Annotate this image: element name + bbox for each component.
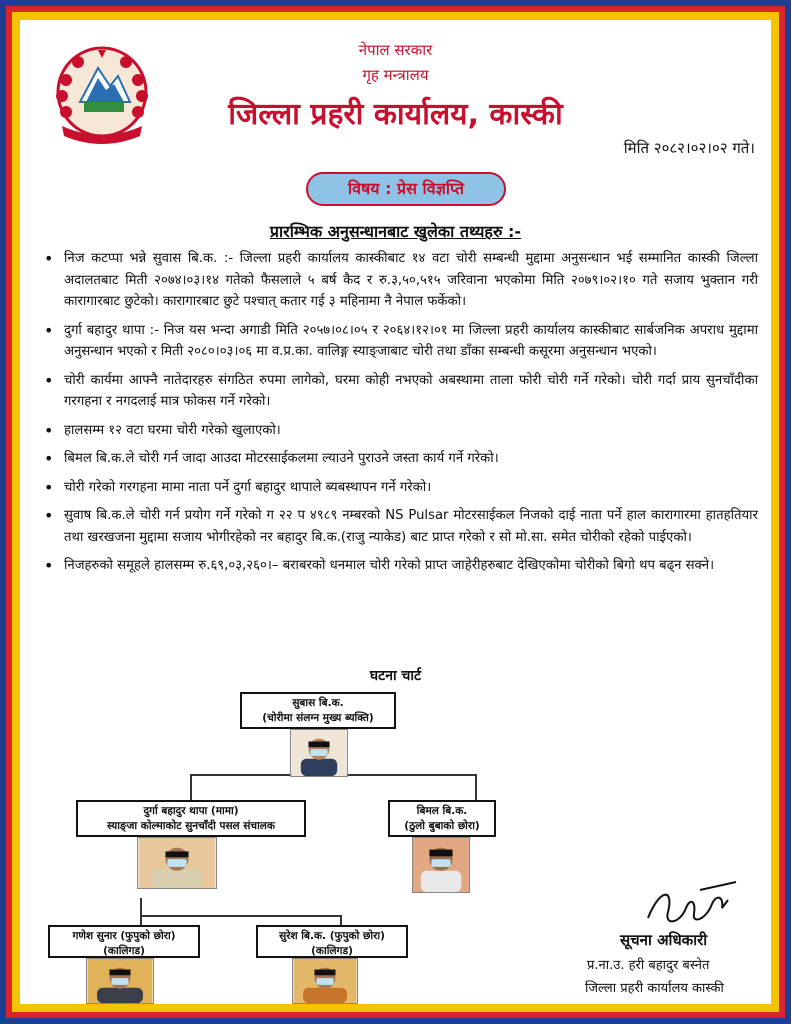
signatory-office: जिल्ला प्रहरी कार्यालय कास्की bbox=[585, 981, 724, 996]
incident-chart-title: घटना चार्ट bbox=[369, 668, 422, 684]
chart-connector bbox=[140, 915, 340, 917]
person-role: (कालिगड) bbox=[311, 945, 353, 957]
chart-node-bimal bbox=[388, 800, 496, 837]
signature-icon bbox=[640, 878, 750, 938]
list-item: • बिमल बि.क.ले चोरी गर्न जादा आउदा मोटरसाईकलमा ल्याउने पुराउने जस्ता कार्य गर्ने गरेको। bbox=[42, 448, 758, 470]
signatory-rank-name: प्र.ना.उ. हरी बहादुर बस्नेत bbox=[587, 958, 710, 973]
photo-bimal bbox=[412, 837, 470, 893]
chart-node-durga bbox=[76, 800, 306, 837]
facts-heading: प्रारम्भिक अनुसन्धानबाट खुलेका तथ्यहरु :- bbox=[269, 222, 522, 241]
list-item: • निजहरुको समूहले हालसम्म रु.६९,०३,२६०।– बराबरको धनमाल चोरी गरेको प्राप्त जाहेरीहरुबाट देखिएकोमा चोरीको बिगो थप बढ्न सक्ने। bbox=[42, 555, 758, 577]
person-role: (ठुलो बुबाको छोरा) bbox=[404, 820, 480, 832]
list-item: • सुवाष बि.क.ले चोरी गर्न प्रयोग गर्ने गरेको ग २२ प ४९८९ नम्बरको NS Pulsar मोटरसाईकल निजको दाई नाता पर्ने हाल कारागारमा हातहतियार तथा खरखजना मुद्दामा सजाय भोगीरहेको नर बहादुर बि.क.(राजु न्याकेड) बाट प्राप्त गरेको र सो मो.सा. समेत चोरीको रहेको पाईएको। bbox=[42, 505, 758, 548]
facts-list bbox=[42, 248, 758, 584]
person-name: बिमल बि.क. bbox=[416, 805, 468, 817]
list-item: • निज कटप्पा भन्ने सुवास बि.क. :- जिल्ला प्रहरी कार्यालय कास्कीबाट १४ वटा चोरी सम्बन्धी मुद्दामा अनुसन्धान भई सम्मानित कास्की जिल्ला अदालतबाट मिती २०७४।०३।१४ गतेको फैसलाले ५ बर्ष कैद र रु.३,५०,५१५ जरिवाना भएकोमा मिति २०७९।०२।१० गते सजाय भुक्तान गरी कारागारबाट छुटेको। कारागारबाट छुटे पश्चात् कतार गई ३ महिनामा नै नेपाल फर्केको। bbox=[42, 248, 758, 313]
chart-node-subas bbox=[240, 692, 396, 729]
photo-subas bbox=[290, 729, 348, 777]
person-name: दुर्गा बहादुर थापा (मामा) bbox=[143, 805, 239, 817]
press-release-page bbox=[20, 20, 771, 1004]
chart-connector bbox=[475, 774, 477, 802]
chart-node-ganesh bbox=[48, 925, 200, 958]
chart-connector bbox=[190, 774, 192, 802]
subject-badge: विषय : प्रेस विज्ञप्ति bbox=[306, 172, 506, 206]
photo-ganesh bbox=[86, 958, 154, 1004]
person-name: सुरेश बि.क. (फुपुको छोरा) bbox=[279, 930, 385, 942]
person-name: गणेश सुनार (फुपुको छोरा) bbox=[72, 930, 176, 942]
government-name: नेपाल सरकार bbox=[358, 41, 433, 59]
office-title: जिल्ला प्रहरी कार्यालय, कास्की bbox=[228, 97, 563, 132]
list-item: • दुर्गा बहादुर थापा :- निज यस भन्दा अगाडी मिति २०५७।०८।०५ र २०६४।१२।०१ मा जिल्ला प्रहरी कार्यालय कास्कीबाट सार्बजनिक अपराध मुद्दामा अनुसन्धान भएको र मिती २०८०।०३।०६ मा व.प्र.का. वालिङ्ग स्याङ्जाबाट चोरी तथा डाँका सम्बन्धी कसूरमा अनुसन्धान भएको। bbox=[42, 320, 758, 363]
person-role: (कालिगड) bbox=[103, 945, 145, 957]
person-role: (चोरीमा संलग्न मुख्य ब्यक्ति) bbox=[262, 712, 374, 724]
list-item: • चोरी कार्यमा आफ्नै नातेदारहरु संगठित रुपमा लागेको, घरमा कोही नभएको अबस्थामा ताला फोरी चोरी गर्ने गरेको। चोरी गर्दा प्राय सुनचाँदीका गरगहना र नगदलाई मात्र फोकस गर्ने गरेको। bbox=[42, 370, 758, 413]
ministry-name: गृह मन्त्रालय bbox=[362, 66, 429, 84]
list-item: • चोरी गरेको गरगहना मामा नाता पर्ने दुर्गा बहादुर थापाले ब्यबस्थापन गर्ने गरेको। bbox=[42, 477, 758, 499]
chart-node-suresh bbox=[256, 925, 408, 958]
photo-suresh bbox=[292, 958, 358, 1004]
person-name: सुबास बि.क. bbox=[292, 697, 344, 709]
signatory-title: सूचना अधिकारी bbox=[620, 931, 708, 949]
release-date: मिति २०८२।०२।०२ गते। bbox=[623, 139, 755, 157]
person-role: स्याङ्जा कोल्मा‌‌कोट सुनचाँदी पसल संचालक bbox=[107, 820, 275, 832]
chart-connector bbox=[140, 898, 142, 928]
photo-durga bbox=[137, 837, 217, 889]
list-item: • हालसम्म १२ वटा घरमा चोरी गरेको खुलाएको। bbox=[42, 420, 758, 442]
